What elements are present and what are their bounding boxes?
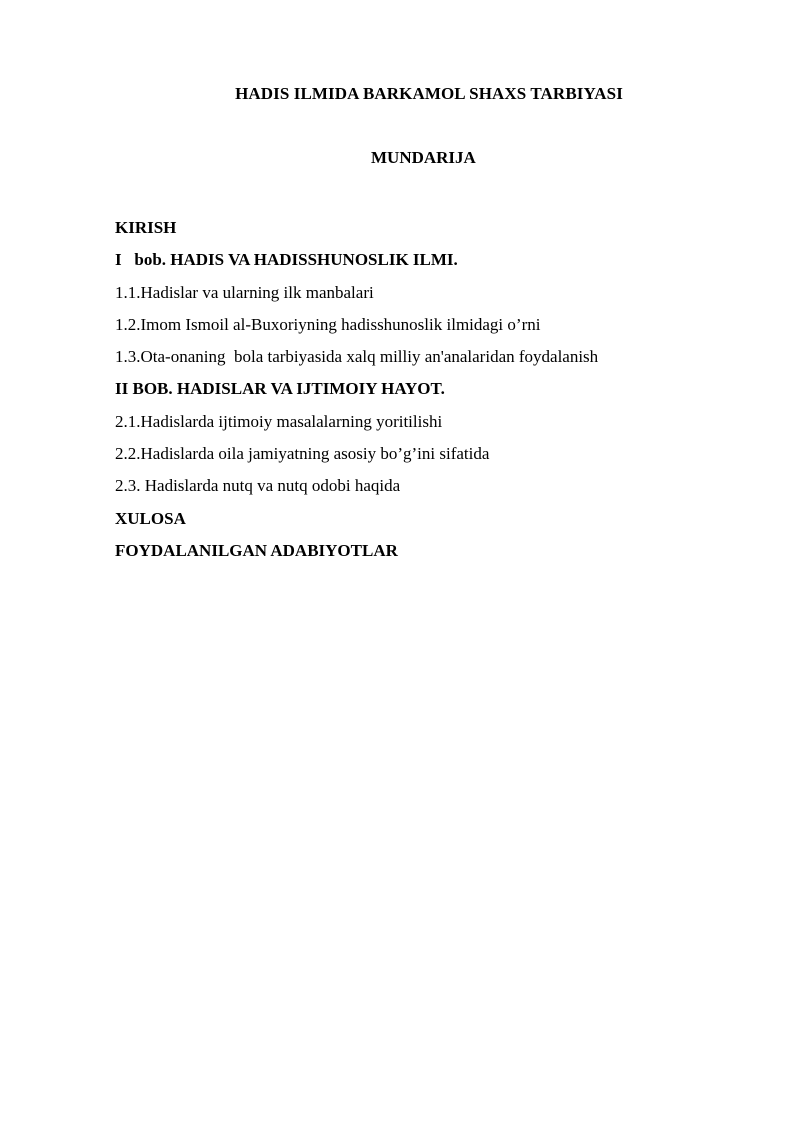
toc-item-1-1: 1.1.Hadislar va ularning ilk manbalari [115, 282, 374, 302]
toc-item-1-2: 1.2.Imom Ismoil al-Buxoriyning hadisshunoslik ilmidagi o’rni [115, 314, 541, 334]
toc-item-references: FOYDALANILGAN ADABIYOTLAR [115, 540, 398, 560]
toc-item-2-3: 2.3. Hadislarda nutq va nutq odobi haqida [115, 476, 401, 496]
document-title: HADIS ILMIDA BARKAMOL SHAXS TARBIYASI [235, 84, 623, 103]
table-of-contents [115, 212, 775, 567]
toc-item-chapter-1: I bob. HADIS VA HADISSHUNOSLIK ILMI. [115, 250, 458, 270]
toc-heading: MUNDARIJA [371, 148, 476, 167]
toc-item-2-1: 2.1.Hadislarda ijtimoiy masalalarning yoritilishi [115, 411, 443, 431]
toc-item-chapter-2: II BOB. HADISLAR VA IJTIMOIY HAYOT. [115, 379, 445, 399]
toc-item-xulosa: XULOSA [115, 508, 186, 528]
toc-item-1-3: 1.3.Ota-onaning bola tarbiyasida xalq milliy an'analaridan foydalanish [115, 347, 599, 367]
toc-item-2-2: 2.2.Hadislarda oila jamiyatning asosiy bo’g’ini sifatida [115, 444, 490, 464]
toc-item-kirish: KIRISH [115, 218, 177, 237]
